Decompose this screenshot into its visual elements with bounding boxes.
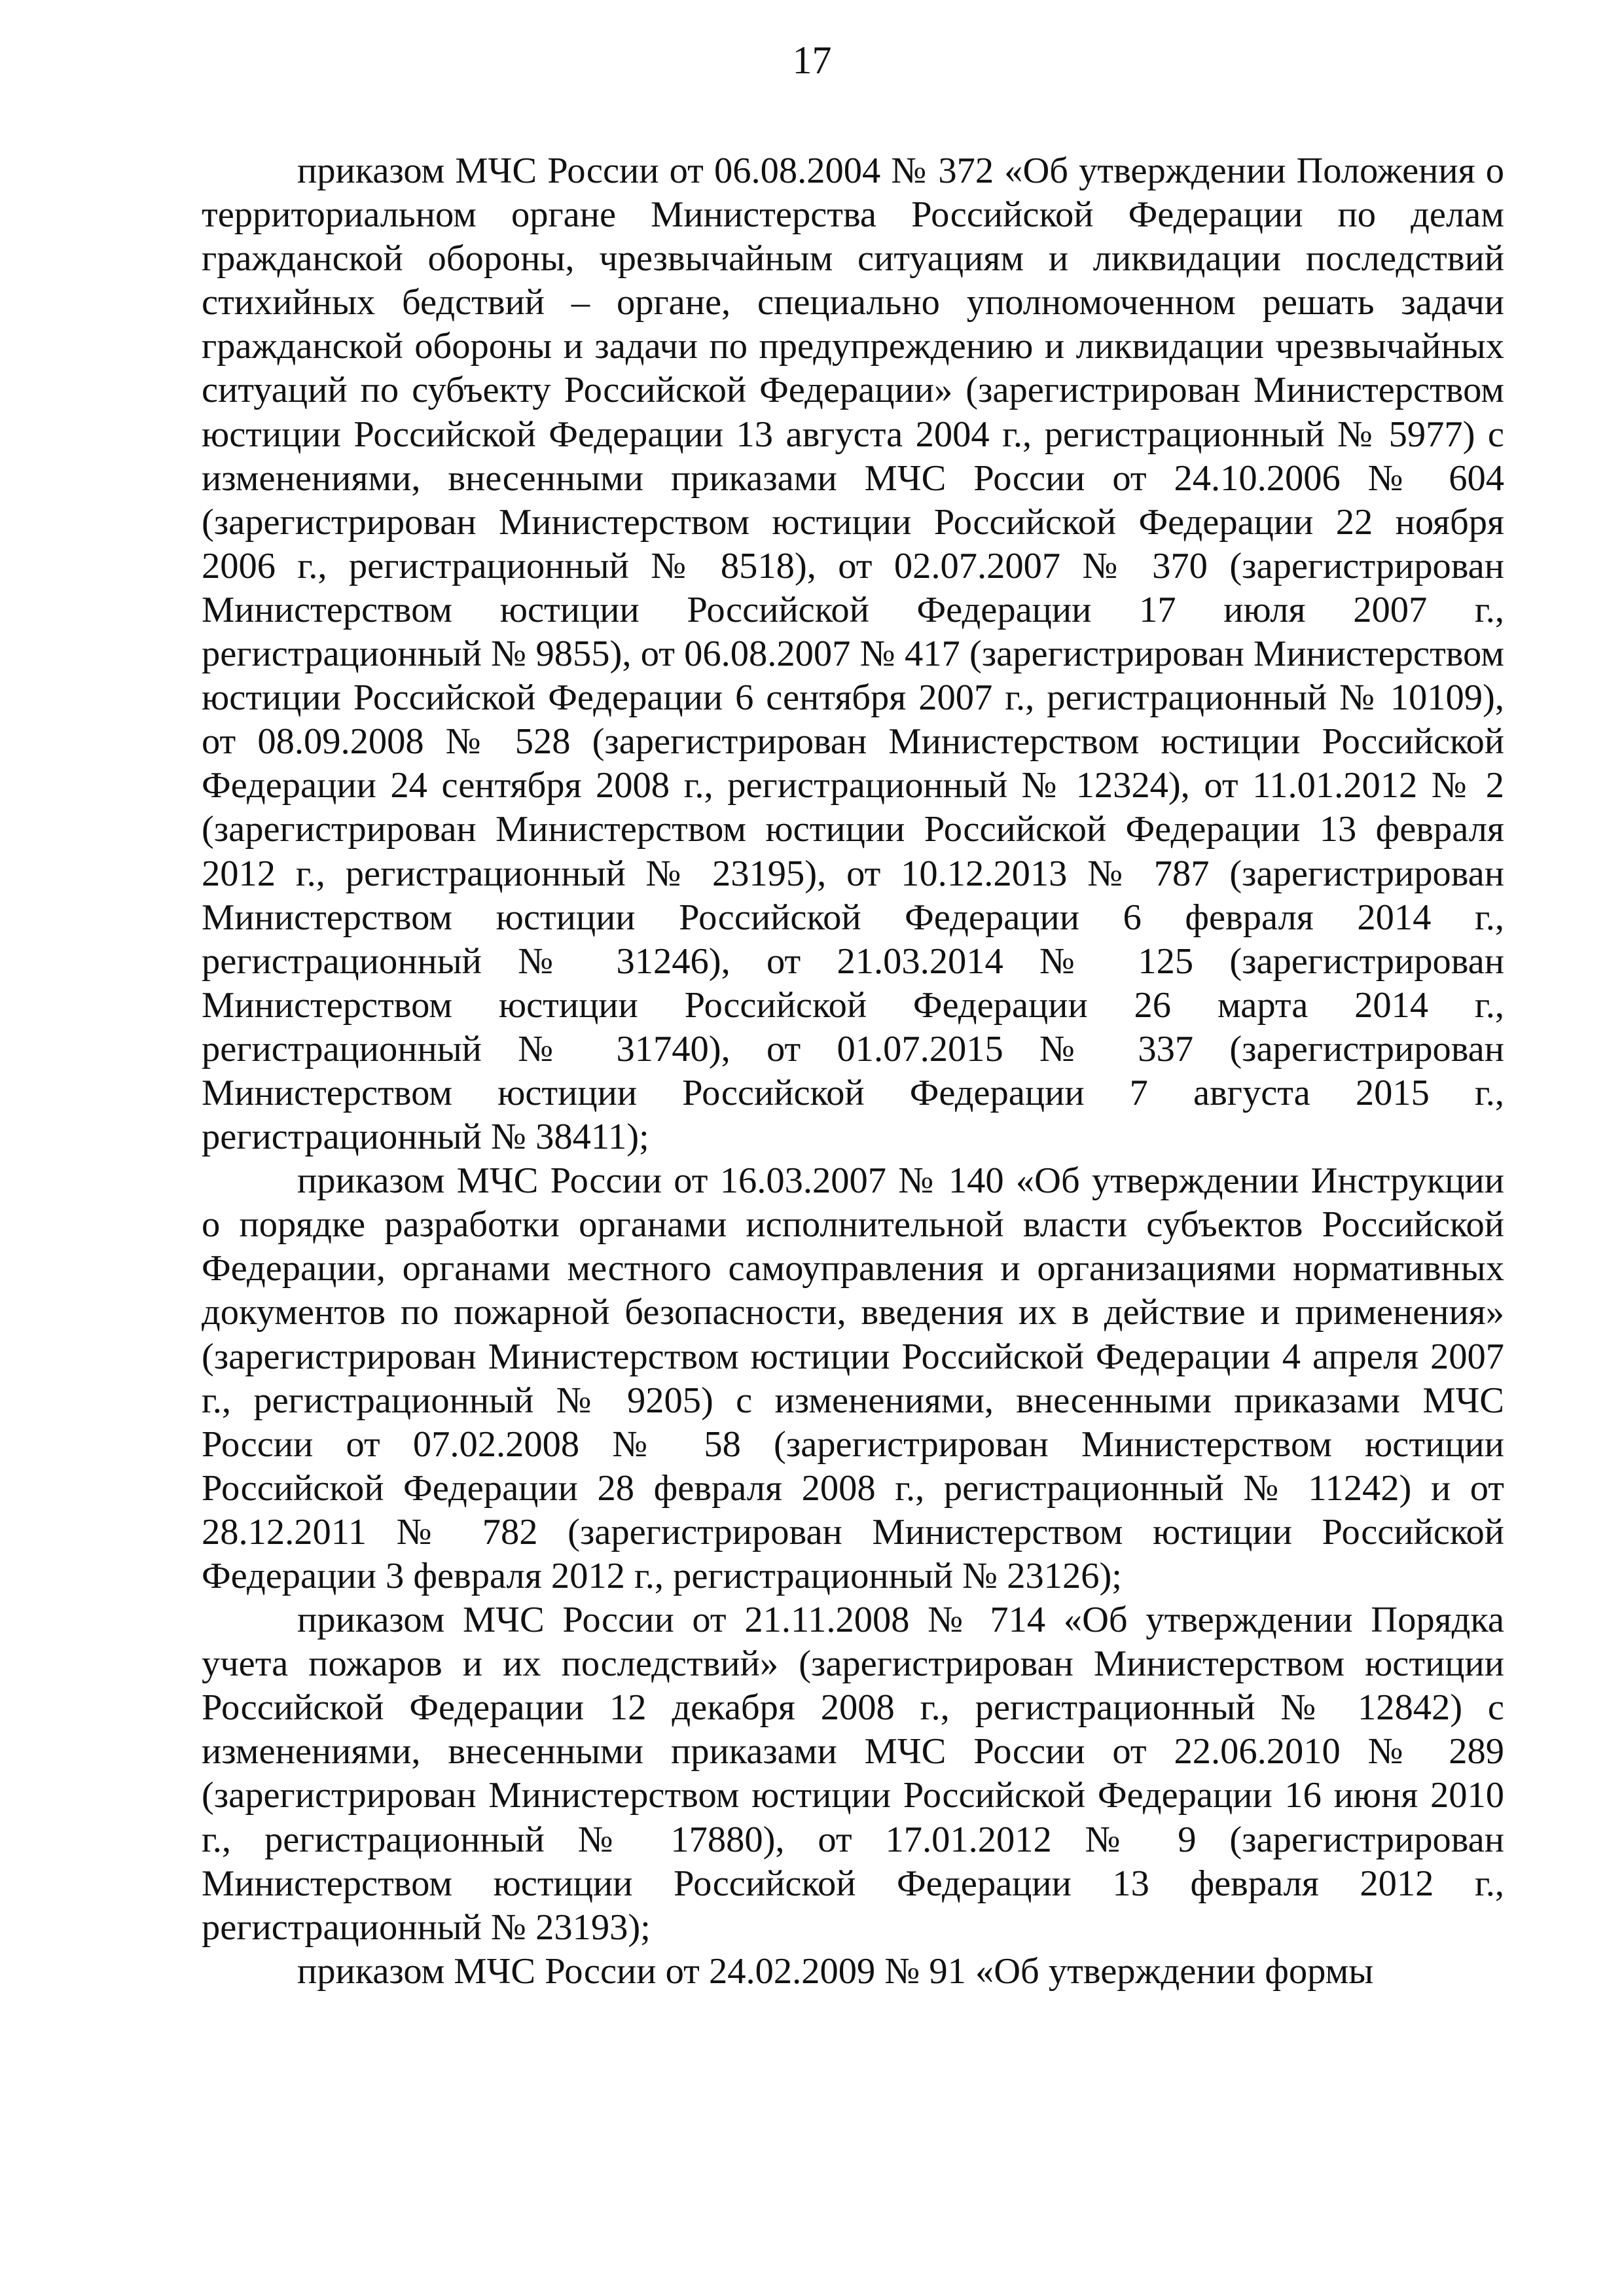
document-body [202, 149, 1504, 1994]
paragraph-order-372: приказом МЧС России от 06.08.2004 № 372 «Об утверждении Положения о территориальном органе Министерства Российской Федерации по делам гражданской обороны, чрезвычайным ситуациям и ликвидации последствий стихийных бедствий – органе, специально уполномоченном решать задачи гражданской обороны и задачи по предупреждению и ликвидации чрезвычайных ситуаций по субъекту Российской Федерации» (зарегистрирован Министерством юстиции Российской Федерации 13 августа 2004 г., регистрационный № 5977) с изменениями, внесенными приказами МЧС России от 24.10.2006 № 604 (зарегистрирован Министерством юстиции Российской Федерации 22 ноября 2006 г., регистрационный № 8518), от 02.07.2007 № 370 (зарегистрирован Министерством юстиции Российской Федерации 17 июля 2007 г., регистрационный № 9855), от 06.08.2007 № 417 (зарегистрирован Министерством юстиции Российской Федерации 6 сентября 2007 г., регистрационный № 10109), от 08.09.2008 № 528 (зарегистрирован Министерством юстиции Российской Федерации 24 сентября 2008 г., регистрационный № 12324), от 11.01.2012 № 2 (зарегистрирован Министерством юстиции Российской Федерации 13 февраля 2012 г., регистрационный № 23195), от 10.12.2013 № 787 (зарегистрирован Министерством юстиции Российской Федерации 6 февраля 2014 г., регистрационный № 31246), от 21.03.2014 № 125 (зарегистрирован Министерством юстиции Российской Федерации 26 марта 2014 г., регистрационный № 31740), от 01.07.2015 № 337 (зарегистрирован Министерством юстиции Российской Федерации 7 августа 2015 г., регистрационный № 38411); [202, 151, 1504, 1158]
page-number: 17 [792, 39, 832, 82]
paragraph-order-91: приказом МЧС России от 24.02.2009 № 91 «Об утверждении формы [297, 1950, 1374, 1992]
paragraph-order-714: приказом МЧС России от 21.11.2008 № 714 «Об утверждении Порядка учета пожаров и их последствий» (зарегистрирован Министерством юстиции Российской Федерации 12 декабря 2008 г., регистрационный № 12842) с изменениями, внесенными приказами МЧС России от 22.06.2010 № 289 (зарегистрирован Министерством юстиции Российской Федерации 16 июня 2010 г., регистрационный № 17880), от 17.01.2012 № 9 (зарегистрирован Министерством юстиции Российской Федерации 13 февраля 2012 г., регистрационный № 23193); [202, 1600, 1504, 1948]
paragraph-order-140: приказом МЧС России от 16.03.2007 № 140 «Об утверждении Инструкции о порядке разработки органами исполнительной власти субъектов Российской Федерации, органами местного самоуправления и организациями нормативных документов по пожарной безопасности, введения их в действие и применения» (зарегистрирован Министерством юстиции Российской Федерации 4 апреля 2007 г., регистрационный № 9205) с изменениями, внесенными приказами МЧС России от 07.02.2008 № 58 (зарегистрирован Министерством юстиции Российской Федерации 28 февраля 2008 г., регистрационный № 11242) и от 28.12.2011 № 782 (зарегистрирован Министерством юстиции Российской Федерации 3 февраля 2012 г., регистрационный № 23126); [202, 1160, 1504, 1596]
